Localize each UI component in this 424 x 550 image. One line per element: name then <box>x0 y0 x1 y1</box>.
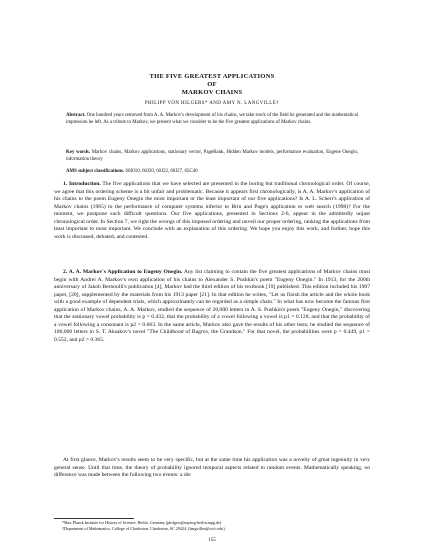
abstract <box>66 112 358 126</box>
authors: PHILIPP VON HILGERS* AND AMY N. LANGVILLE† <box>144 101 280 106</box>
section-markov-onegin <box>54 269 370 344</box>
title-line-1: THE FIVE GREATEST APPLICATIONS <box>149 73 275 80</box>
title-line-2: OF <box>207 81 217 88</box>
ams-label: AMS subject classifications. <box>66 169 125 174</box>
section-2-text: Any list claiming to contain the five greatest applications of Markov chains must begin with Andrei A. Markov's own application of his chains to Alexander S. Pushkin's poem "Eugeny Onegin." In 1913, for the 200th anniversary of Jakob Bernoulli's publication [4], Markov had the third edition of his textbook [19] published. This edition included his 1907 paper, [20], supplemented by the materials from his 1913 paper [21]. In that edition he writes, "Let us finish the article and the whole book with a good example of dependent trials, which approximately can be regarded as a simple chain." In what has now become the famous first application of Markov chains, A. A. Markov, studied the sequence of 20,000 letters in A. S. Pushkin's poem "Eugeny Onegin," discovering that the stationary vowel probability is p = 0.432, that the probability of a vowel following a vowel is p1 = 0.128, and that the probability of a vowel following a consonant is p2 = 0.663. In the same article, Markov also gave the results of his other tests; he studied the sequence of 100,000 letters in S. T. Aksakov's novel "The Childhood of Bagrov, the Grandson." For that novel, the probabilities were p = 0.449, p1 = 0.552, and p2 = 0.365. <box>54 269 370 343</box>
page-number: 155 <box>208 538 216 543</box>
abstract-label: Abstract. <box>66 113 86 118</box>
section-2-heading: 2. A. A. Markov's Application to Eugeny Onegin. <box>63 269 183 275</box>
footnote-2: †Department of Mathematics, College of Charleston, Charleston, SC 29424, (langvillea@cofc.edu) <box>62 526 225 531</box>
keywords-label: Key words. <box>66 150 91 155</box>
footnote-rule <box>54 518 134 519</box>
keywords-text: Markov chains, Markov applications, stationary vector, PageRank, Hidden Markov models, performance evaluation, Eugene Onegin, information theory <box>66 150 358 163</box>
abstract-text: One hundred years removed from A. A. Markov's development of his chains, we take stock of the field he generated and the mathematical impression he left. As a tribute to Markov, we present what we consider to be the five greatest applications of Markov chains. <box>66 113 358 126</box>
section-1-text: The five applications that we have selected are presented in the boring but traditional chronological order. Of course, we agree that this ordering scheme is a bit unfair and problematic. Because it appears first chronologically, is A. A. Markov's application of his chains to the poem Eugeny Onegin the most important or the least important of our five applications? Is A. L. Scherr's application of Markov chains (1965) to the performance of computer systems inferior to Brin and Page's application to web search (1998)? For the moment, we postpone such difficult questions. Our five applications, presented in Sections 2-6, appear in the admittedly unjust chronological order. In Section 7, we right the wrongs of this imposed ordering and unveil our proper ordering, ranking the applications from least important to most important. We conclude with an explanation of this ordering. We hope you enjoy this work, and further, hope this work is discussed, debated, and contested. <box>54 181 370 240</box>
ams-classifications <box>66 168 358 175</box>
footnote-1: *Max Planck Institute for History of Science, Berlin, Germany (philgers@mpiwg-berlin.mpg.de) <box>62 520 222 525</box>
keywords <box>66 149 358 163</box>
ams-text: 60J010, 60J20, 60J22, 60J27, 65C40 <box>125 169 198 174</box>
section-introduction <box>54 181 370 241</box>
section-1-heading: 1. Introduction. <box>63 181 101 187</box>
title-line-3: MARKOV CHAINS <box>181 89 243 96</box>
section-2-paragraph-2: At first glance, Markov's results seem to be very specific, but at the same time his application was a novelty of great ingenuity in very general sense. Until that time, the theory of probability ignored temporal aspects related to random events. Mathematically speaking, no difference was made between the following two events: a die <box>54 457 370 479</box>
